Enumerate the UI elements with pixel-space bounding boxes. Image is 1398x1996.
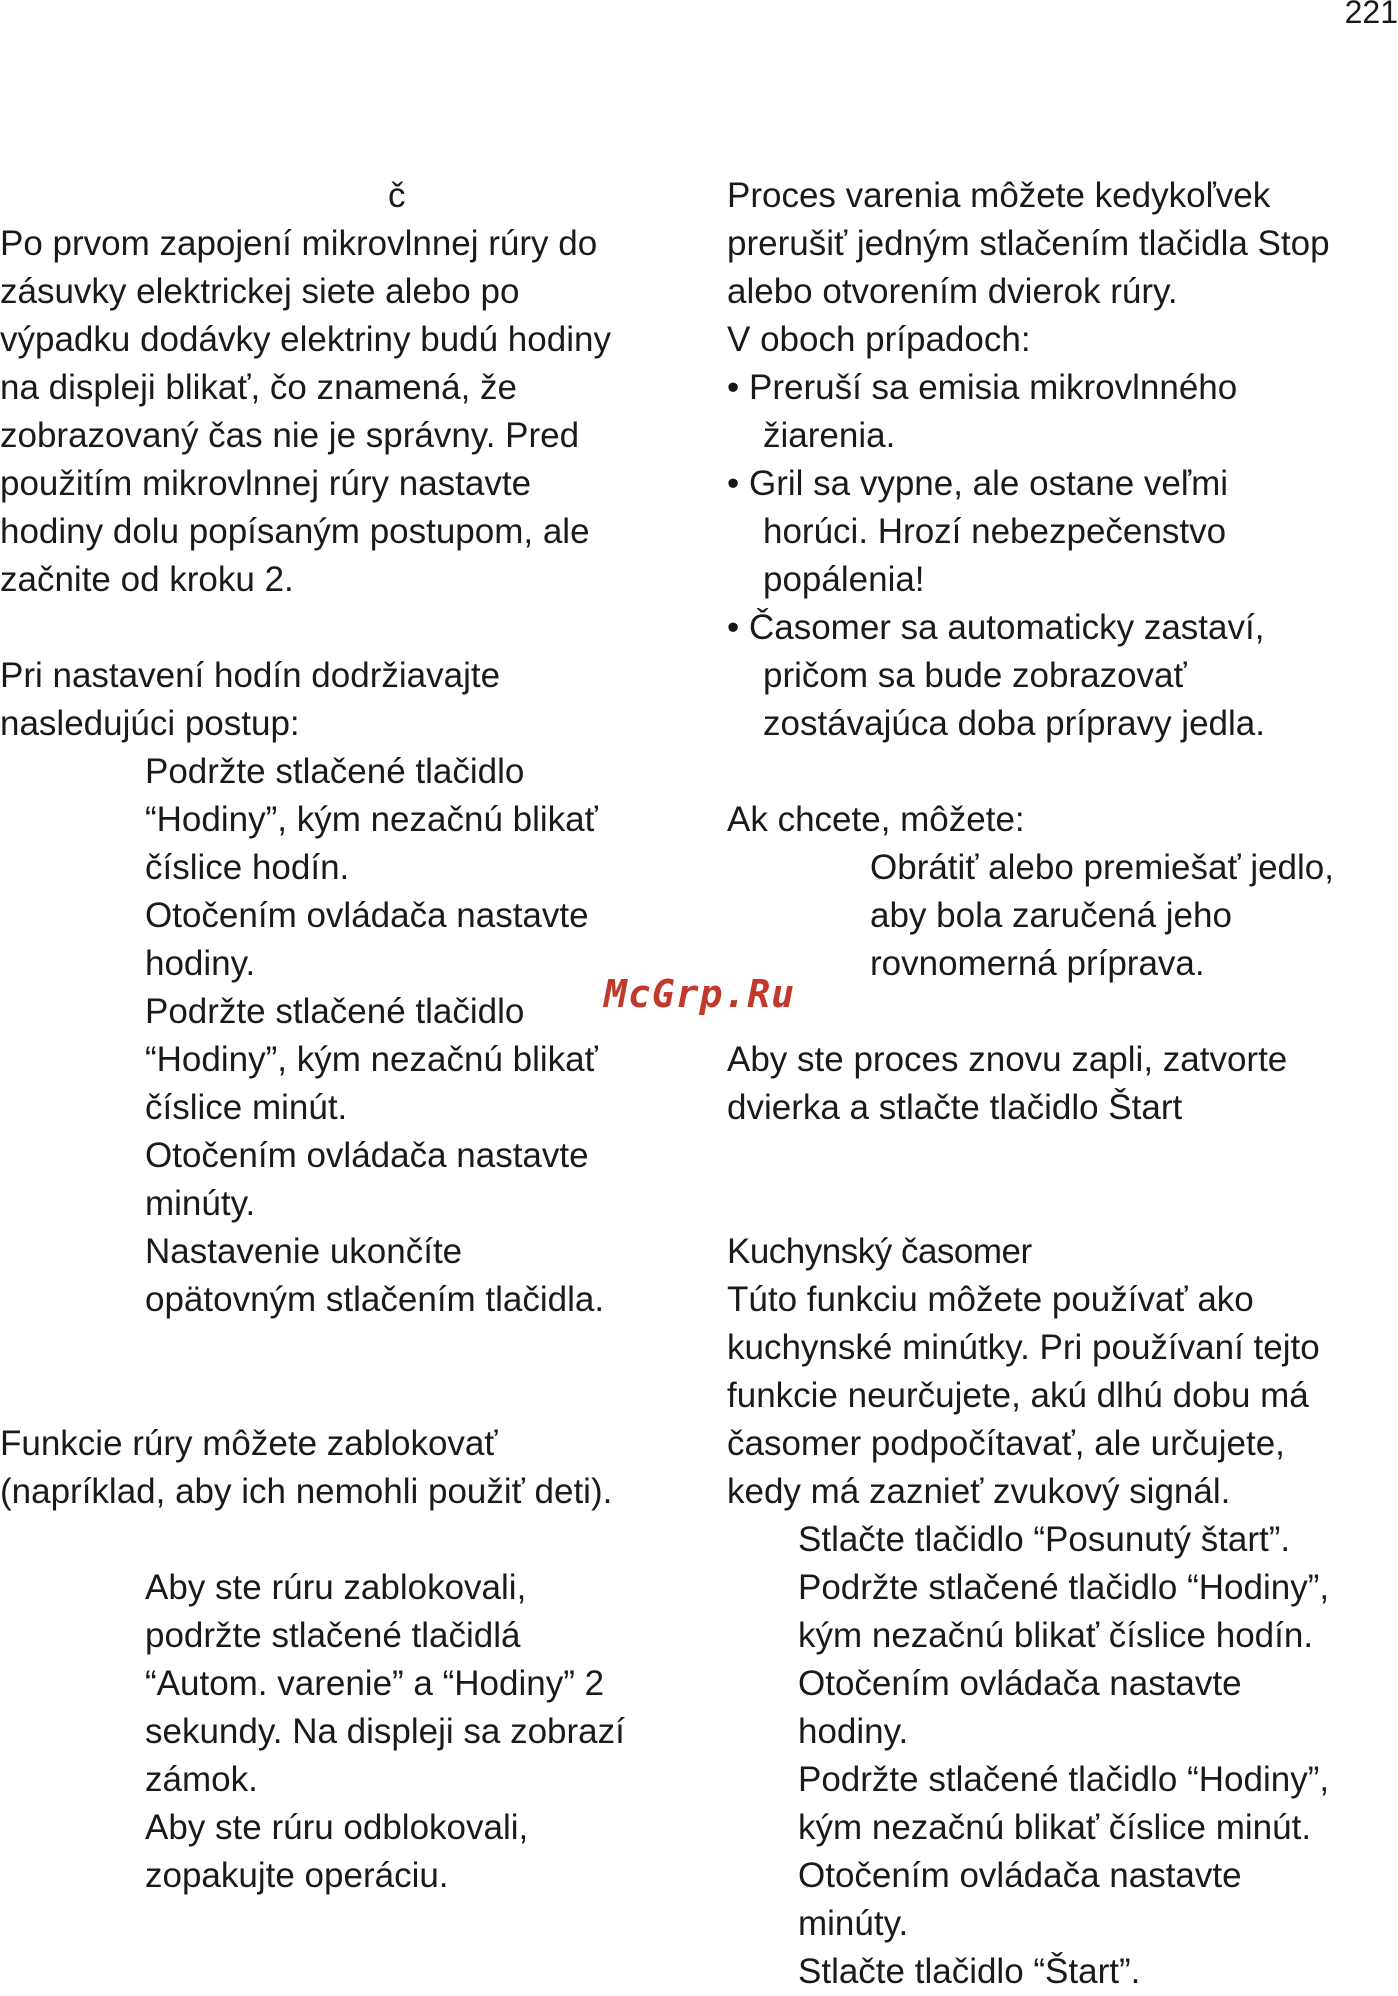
step-line: hodiny. <box>798 1712 909 1751</box>
text-line: Po prvom zapojení mikrovlnnej rúry do <box>0 224 598 263</box>
clock-setting-steps <box>0 748 690 1324</box>
text-line: výpadku dodávky elektriny budú hodiny <box>0 320 611 359</box>
step-line: Obrátiť alebo premiešať jedlo, <box>870 848 1334 887</box>
step-line: minúty. <box>145 1184 256 1223</box>
procedure-intro <box>0 652 690 748</box>
step-line: opätovným stlačením tlačidla. <box>145 1280 605 1319</box>
text-line: použitím mikrovlnnej rúry nastavte <box>0 464 532 503</box>
bullet-list <box>727 364 1398 748</box>
bullet-item: • Preruší sa emisia mikrovlnného <box>727 368 1238 407</box>
step-line: Podržte stlačené tlačidlo “Hodiny”, <box>798 1568 1330 1607</box>
lock-intro <box>0 1420 690 1516</box>
text-line: Pri nastavení hodín dodržiavajte <box>0 656 501 695</box>
text-line: nasledujúci postup: <box>0 704 300 743</box>
step-line: Podržte stlačené tlačidlo <box>145 752 525 791</box>
step-line: číslice minút. <box>145 1088 348 1127</box>
text-line: prerušiť jedným stlačením tlačidla Stop <box>727 224 1330 263</box>
step-line: “Autom. varenie” a “Hodiny” 2 <box>145 1664 605 1703</box>
step-line: kým nezačnú blikať číslice minút. <box>798 1808 1312 1847</box>
step-line: Stlačte tlačidlo “Štart”. <box>798 1952 1141 1991</box>
bullet-continuation: popálenia! <box>763 560 925 599</box>
right-column <box>727 172 1398 1996</box>
text-line: hodiny dolu popísaným postupom, ale <box>0 512 590 551</box>
bullet-item: • Časomer sa automaticky zastaví, <box>727 608 1265 647</box>
step-line: minúty. <box>798 1904 909 1943</box>
interrupt-paragraph <box>727 172 1398 364</box>
timer-steps <box>727 1516 1398 1996</box>
text-line: funkcie neurčujete, akú dlhú dobu má <box>727 1376 1309 1415</box>
text-line: na displeji blikať, čo znamená, že <box>0 368 518 407</box>
step-line: “Hodiny”, kým nezačnú blikať <box>145 1040 598 1079</box>
step-line: Podržte stlačené tlačidlo <box>145 992 525 1031</box>
bullet-continuation: pričom sa bude zobrazovať <box>763 656 1187 695</box>
text-line: zobrazovaný čas nie je správny. Pred <box>0 416 580 455</box>
step-line: aby bola zaručená jeho <box>870 896 1232 935</box>
text-line: Proces varenia môžete kedykoľvek <box>727 176 1271 215</box>
step-line: Nastavenie ukončíte <box>145 1232 463 1271</box>
bullet-continuation: žiarenia. <box>763 416 896 455</box>
text-line: časomer podpočítavať, ale určujete, <box>727 1424 1285 1463</box>
lock-steps <box>0 1564 690 1900</box>
left-column <box>0 172 690 1900</box>
step-line: podržte stlačené tlačidlá <box>145 1616 521 1655</box>
bullet-item: • Gril sa vypne, ale ostane veľmi <box>727 464 1229 503</box>
text-line: zásuvky elektrickej siete alebo po <box>0 272 520 311</box>
timer-heading: Kuchynský časomer <box>727 1232 1032 1271</box>
step-line: “Hodiny”, kým nezačnú blikať <box>145 800 598 839</box>
text-line: kedy má zaznieť zvukový signál. <box>727 1472 1231 1511</box>
step-line: Otočením ovládača nastavte <box>798 1856 1242 1895</box>
step-line: sekundy. Na displeji sa zobrazí <box>145 1712 625 1751</box>
text-line: (napríklad, aby ich nemohli použiť deti). <box>0 1472 613 1511</box>
step-line: Aby ste rúru zablokovali, <box>145 1568 527 1607</box>
step-line: Aby ste rúru odblokovali, <box>145 1808 529 1847</box>
text-line: Aby ste proces znovu zapli, zatvorte <box>727 1040 1288 1079</box>
text-line: začnite od kroku 2. <box>0 560 294 599</box>
step-line: číslice hodín. <box>145 848 350 887</box>
text-line: alebo otvorením dvierok rúry. <box>727 272 1178 311</box>
text-line: V oboch prípadoch: <box>727 320 1031 359</box>
intro-paragraph <box>0 220 690 604</box>
step-line: Podržte stlačené tlačidlo “Hodiny”, <box>798 1760 1330 1799</box>
optional-intro: Ak chcete, môžete: <box>727 800 1025 839</box>
text-line: dvierka a stlačte tlačidlo Štart <box>727 1088 1183 1127</box>
optional-steps <box>727 844 1398 988</box>
section-heading: č <box>388 176 406 215</box>
step-line: zopakujte operáciu. <box>145 1856 449 1895</box>
step-line: Stlačte tlačidlo “Posunutý štart”. <box>798 1520 1291 1559</box>
bullet-continuation: zostávajúca doba prípravy jedla. <box>763 704 1265 743</box>
step-line: kým nezačnú blikať číslice hodín. <box>798 1616 1314 1655</box>
step-line: zámok. <box>145 1760 258 1799</box>
page-number: 221 <box>1344 0 1398 30</box>
step-line: rovnomerná príprava. <box>870 944 1205 983</box>
step-line: hodiny. <box>145 944 256 983</box>
text-line: kuchynské minútky. Pri používaní tejto <box>727 1328 1320 1367</box>
bullet-continuation: horúci. Hrozí nebezpečenstvo <box>763 512 1227 551</box>
step-line: Otočením ovládača nastavte <box>798 1664 1242 1703</box>
restart-paragraph <box>727 1036 1398 1132</box>
step-line: Otočením ovládača nastavte <box>145 1136 589 1175</box>
timer-intro <box>727 1276 1398 1516</box>
step-line: Otočením ovládača nastavte <box>145 896 589 935</box>
text-line: Funkcie rúry môžete zablokovať <box>0 1424 498 1463</box>
watermark: McGrp.Ru <box>604 972 796 1016</box>
text-line: Túto funkciu môžete používať ako <box>727 1280 1254 1319</box>
